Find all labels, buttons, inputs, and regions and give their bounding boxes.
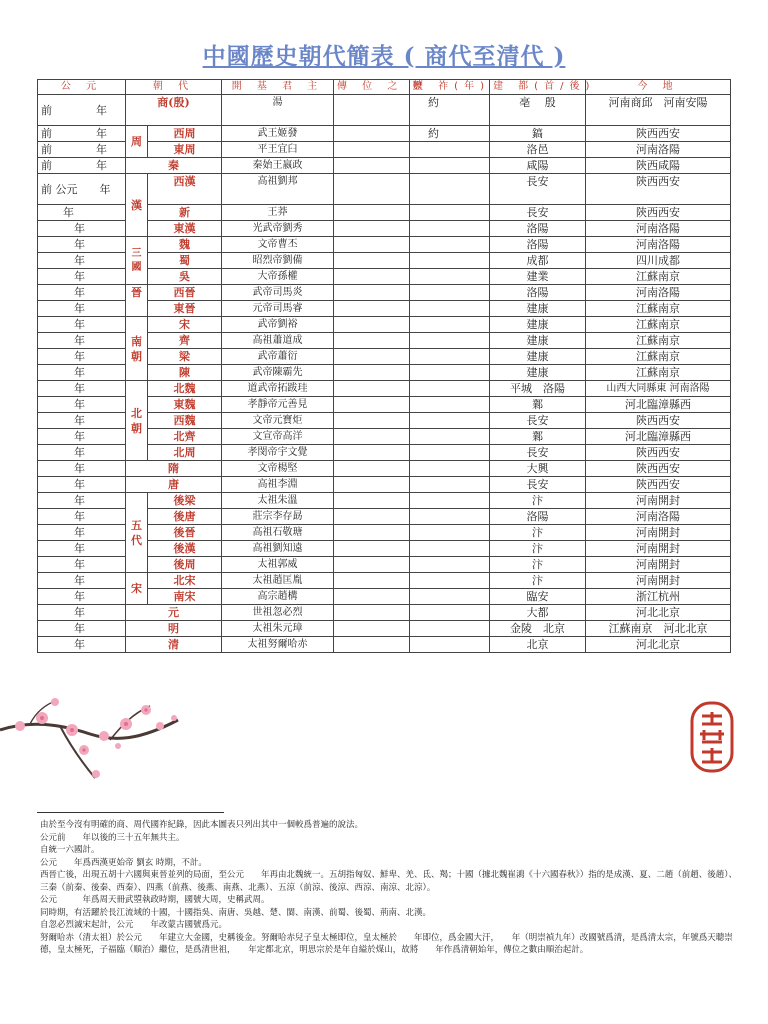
founder-cell: 高宗趙構 (222, 589, 334, 605)
founder-cell: 文帝曹丕 (222, 237, 334, 253)
capital-cell: 建康 (490, 349, 586, 365)
dynasty-cell: 東漢 (148, 221, 222, 237)
capital-cell: 洛陽 (490, 237, 586, 253)
capital-cell: 建康 (490, 333, 586, 349)
duration-cell (410, 493, 490, 509)
dynasty-cell: 宋 (148, 317, 222, 333)
table-row (38, 477, 731, 493)
capital-cell: 長安 (490, 477, 586, 493)
founder-cell: 平王宜臼 (222, 142, 334, 158)
dynasty-cell: 隋 (126, 461, 222, 477)
present-location-cell: 河南開封 (586, 541, 731, 557)
group-sanguo: 三國 (126, 237, 148, 285)
present-location-cell: 江蘇南京 河北北京 (586, 621, 731, 637)
founder-cell: 武王姬發 (222, 126, 334, 142)
group-nanchao: 南朝 (126, 317, 148, 381)
generations-cell (334, 349, 410, 365)
dynasty-cell: 後漢 (148, 541, 222, 557)
founder-cell: 太祖趙匡胤 (222, 573, 334, 589)
generations-cell (334, 589, 410, 605)
present-location-cell: 山西大同縣東 河南洛陽 (586, 381, 731, 397)
footnote: 公元前 年以後的三十五年無共主。 (40, 832, 185, 843)
duration-cell (410, 253, 490, 269)
duration-cell (410, 429, 490, 445)
present-location-cell: 河南洛陽 (586, 237, 731, 253)
header-generations: 傳 位 之 數 (334, 80, 410, 95)
present-location-cell: 江蘇南京 (586, 301, 731, 317)
page-title: 中國歷史朝代簡表 ( 商代至清代 ) (202, 43, 566, 70)
dynasty-cell: 陳 (148, 365, 222, 381)
year-cell: 年 (38, 493, 126, 509)
founder-cell: 太祖朱溫 (222, 493, 334, 509)
capital-cell: 汴 (490, 525, 586, 541)
duration-cell (410, 461, 490, 477)
present-location-cell: 浙江杭州 (586, 589, 731, 605)
generations-cell (334, 413, 410, 429)
founder-cell: 高祖石敬瑭 (222, 525, 334, 541)
footnote: 西晉亡後，出現五胡十六國與東晉並列的局面，至公元 年再由北魏統一。五胡指匈奴、鮮卑、羌、氐、羯；十國（據北魏崔鴻《十六國春秋》）指的是成漢、夏、二趙（前趙、後趙）、三秦（前秦、後秦、西秦）、四燕（前燕、後燕、南燕、北燕）、五涼（前涼、後涼、西涼、南涼、北涼）。 (40, 870, 738, 893)
group-song: 宋 (126, 573, 148, 605)
header-dynasty: 朝 代 (126, 80, 222, 95)
dynasty-cell: 新 (148, 205, 222, 221)
footnote: 同時期，有活躍於長江流域的十國，十國指吳、南唐、吳越、楚、閩、南漢、前蜀、後蜀、荊南、北漢。 (40, 907, 432, 918)
generations-cell (334, 126, 410, 142)
capital-cell: 建業 (490, 269, 586, 285)
present-location-cell: 江蘇南京 (586, 333, 731, 349)
generations-cell (334, 461, 410, 477)
present-location-cell: 河北北京 (586, 637, 731, 653)
table-row (38, 95, 731, 126)
year-cell: 年 (38, 365, 126, 381)
year-cell: 年 (38, 333, 126, 349)
present-location-cell: 河北臨漳縣西 (586, 429, 731, 445)
year-cell: 年 (38, 445, 126, 461)
header-founder: 開 基 君 主 (222, 80, 334, 95)
duration-cell (410, 333, 490, 349)
duration-cell: 約 (410, 126, 490, 142)
duration-cell (410, 589, 490, 605)
year-cell: 前 年 (38, 126, 126, 142)
capital-cell: 汴 (490, 541, 586, 557)
capital-cell: 建康 (490, 317, 586, 333)
capital-cell: 長安 (490, 205, 586, 221)
duration-cell (410, 365, 490, 381)
founder-cell: 高祖劉知遠 (222, 541, 334, 557)
table-row (38, 573, 731, 589)
footnote: 公元 年爲西漢更始帝 劉玄 時期，不計。 (40, 857, 207, 868)
table-row (38, 285, 731, 301)
year-cell: 年 (38, 381, 126, 397)
generations-cell (334, 621, 410, 637)
footnote: 由於至今沒有明確的商、周代國祚紀錄，因此本圖表只列出其中一個較爲普遍的說法。 (40, 820, 364, 830)
year-cell: 年 (38, 221, 126, 237)
header-present-location: 今 地 (586, 80, 731, 95)
dynasty-cell: 東晉 (148, 301, 222, 317)
table-header-row (38, 80, 731, 95)
present-location-cell: 河南開封 (586, 493, 731, 509)
table-row (38, 174, 731, 205)
year-cell: 年 (38, 637, 126, 653)
capital-cell: 大都 (490, 605, 586, 621)
capital-cell: 建康 (490, 365, 586, 381)
table-row (38, 493, 731, 509)
capital-cell: 亳 殷 (490, 95, 586, 126)
dynasty-cell: 吳 (148, 269, 222, 285)
year-cell: 年 (38, 253, 126, 269)
founder-cell: 世祖忽必烈 (222, 605, 334, 621)
generations-cell (334, 637, 410, 653)
dynasty-cell: 蜀 (148, 253, 222, 269)
capital-cell: 洛陽 (490, 285, 586, 301)
generations-cell (334, 158, 410, 174)
dynasty-cell: 清 (126, 637, 222, 653)
year-cell: 年 (38, 237, 126, 253)
founder-cell: 文帝楊堅 (222, 461, 334, 477)
capital-cell: 平城 洛陽 (490, 381, 586, 397)
duration-cell (410, 349, 490, 365)
year-cell: 年 (38, 301, 126, 317)
footnote: 自忽必烈滅宋起計，公元 年改蒙古國號爲元。 (40, 920, 228, 930)
generations-cell (334, 525, 410, 541)
present-location-cell: 河南商邱 河南安陽 (586, 95, 731, 126)
duration-cell (410, 285, 490, 301)
generations-cell (334, 541, 410, 557)
table-row (38, 317, 731, 333)
dynasty-cell: 東周 (148, 142, 222, 158)
duration-cell (410, 557, 490, 573)
dynasty-cell: 唐 (126, 477, 222, 493)
dynasty-cell: 元 (126, 605, 222, 621)
dynasty-cell: 魏 (148, 237, 222, 253)
duration-cell (410, 621, 490, 637)
present-location-cell: 江蘇南京 (586, 349, 731, 365)
capital-cell: 洛陽 (490, 221, 586, 237)
footnote: 公元 年爲周天冊武曌執政時期，國號大周，史稱武周。 (40, 895, 270, 905)
founder-cell: 文帝元寶炬 (222, 413, 334, 429)
duration-cell (410, 158, 490, 174)
dynasty-cell: 南宋 (148, 589, 222, 605)
header-year: 公 元 (38, 80, 126, 95)
present-location-cell: 四川成都 (586, 253, 731, 269)
founder-cell: 武帝劉裕 (222, 317, 334, 333)
duration-cell (410, 525, 490, 541)
capital-cell: 長安 (490, 445, 586, 461)
present-location-cell: 河南開封 (586, 525, 731, 541)
generations-cell (334, 142, 410, 158)
dynasty-cell: 北齊 (148, 429, 222, 445)
duration-cell (410, 205, 490, 221)
generations-cell (334, 381, 410, 397)
generations-cell (334, 253, 410, 269)
generations-cell (334, 605, 410, 621)
founder-cell: 秦始王嬴政 (222, 158, 334, 174)
dynasty-cell: 北周 (148, 445, 222, 461)
header-duration: 歷 祚(年) (410, 80, 490, 95)
dynasty-table (37, 79, 731, 653)
duration-cell (410, 269, 490, 285)
duration-cell (410, 477, 490, 493)
dynasty-cell: 西魏 (148, 413, 222, 429)
present-location-cell: 江蘇南京 (586, 269, 731, 285)
capital-cell: 長安 (490, 174, 586, 205)
present-location-cell: 江蘇南京 (586, 365, 731, 381)
duration-cell (410, 509, 490, 525)
present-location-cell: 河南洛陽 (586, 142, 731, 158)
capital-cell: 北京 (490, 637, 586, 653)
generations-cell (334, 477, 410, 493)
year-cell: 年 (38, 285, 126, 301)
present-location-cell: 江蘇南京 (586, 317, 731, 333)
year-cell: 年 (38, 461, 126, 477)
dynasty-cell: 後唐 (148, 509, 222, 525)
generations-cell (334, 333, 410, 349)
table-row (38, 461, 731, 477)
duration-cell (410, 381, 490, 397)
generations-cell (334, 285, 410, 301)
founder-cell: 武帝蕭衍 (222, 349, 334, 365)
dynasty-cell: 秦 (126, 158, 222, 174)
group-zhou: 周 (126, 126, 148, 158)
dynasty-cell: 齊 (148, 333, 222, 349)
year-cell: 年 (38, 557, 126, 573)
generations-cell (334, 237, 410, 253)
duration-cell (410, 605, 490, 621)
table-row (38, 158, 731, 174)
capital-cell: 金陵 北京 (490, 621, 586, 637)
present-location-cell: 陝西西安 (586, 126, 731, 142)
year-cell: 年 (38, 573, 126, 589)
founder-cell: 王莽 (222, 205, 334, 221)
present-location-cell: 陝西西安 (586, 174, 731, 205)
founder-cell: 太祖努爾哈赤 (222, 637, 334, 653)
table-row (38, 605, 731, 621)
dynasty-cell: 東魏 (148, 397, 222, 413)
generations-cell (334, 557, 410, 573)
present-location-cell: 陝西西安 (586, 445, 731, 461)
generations-cell (334, 221, 410, 237)
capital-cell: 汴 (490, 493, 586, 509)
group-han: 漢 (126, 174, 148, 237)
founder-cell: 孝靜帝元善見 (222, 397, 334, 413)
year-cell: 年 (38, 589, 126, 605)
generations-cell (334, 174, 410, 205)
founder-cell: 太祖郭威 (222, 557, 334, 573)
capital-cell: 建康 (490, 301, 586, 317)
year-cell: 年 (38, 525, 126, 541)
founder-cell: 元帝司馬睿 (222, 301, 334, 317)
table-row (38, 637, 731, 653)
generations-cell (334, 205, 410, 221)
dynasty-cell: 後晉 (148, 525, 222, 541)
duration-cell (410, 221, 490, 237)
dynasty-cell: 北宋 (148, 573, 222, 589)
year-cell: 年 (38, 605, 126, 621)
duration-cell (410, 174, 490, 205)
dynasty-cell: 梁 (148, 349, 222, 365)
year-cell: 前 公元 年 (38, 174, 126, 205)
dynasty-cell: 北魏 (148, 381, 222, 397)
duration-cell (410, 573, 490, 589)
founder-cell: 道武帝拓跋珪 (222, 381, 334, 397)
capital-cell: 汴 (490, 557, 586, 573)
capital-cell: 大興 (490, 461, 586, 477)
duration-cell (410, 237, 490, 253)
duration-cell (410, 413, 490, 429)
red-seal-stamp (688, 700, 736, 774)
dynasty-cell: 明 (126, 621, 222, 637)
footnote-divider (37, 812, 224, 813)
present-location-cell: 陝西西安 (586, 413, 731, 429)
present-location-cell: 陝西西安 (586, 205, 731, 221)
year-cell: 年 (38, 477, 126, 493)
generations-cell (334, 493, 410, 509)
capital-cell: 長安 (490, 413, 586, 429)
duration-cell (410, 541, 490, 557)
year-cell: 年 (38, 541, 126, 557)
footnotes (40, 819, 740, 957)
capital-cell: 成都 (490, 253, 586, 269)
year-cell: 年 (38, 349, 126, 365)
generations-cell (334, 301, 410, 317)
present-location-cell: 陝西咸陽 (586, 158, 731, 174)
founder-cell: 光武帝劉秀 (222, 221, 334, 237)
year-cell: 年 (38, 413, 126, 429)
year-cell: 年 (38, 317, 126, 333)
founder-cell: 孝閔帝宇文覺 (222, 445, 334, 461)
table-row (38, 381, 731, 397)
header-capital: 建 都(首/後) (490, 80, 586, 95)
capital-cell: 鄴 (490, 397, 586, 413)
present-location-cell: 河南洛陽 (586, 285, 731, 301)
group-jin: 晉 (126, 285, 148, 317)
duration-cell (410, 397, 490, 413)
founder-cell: 太祖朱元璋 (222, 621, 334, 637)
present-location-cell: 陝西西安 (586, 477, 731, 493)
founder-cell: 高祖劉邦 (222, 174, 334, 205)
duration-cell (410, 317, 490, 333)
capital-cell: 汴 (490, 573, 586, 589)
duration-cell (410, 142, 490, 158)
table-row (38, 126, 731, 142)
year-cell: 前 年 (38, 158, 126, 174)
generations-cell (334, 269, 410, 285)
founder-cell: 高祖李淵 (222, 477, 334, 493)
year-cell: 年 (38, 429, 126, 445)
founder-cell: 文宣帝高洋 (222, 429, 334, 445)
capital-cell: 鎬 (490, 126, 586, 142)
footnote: 自統一六國計。 (40, 845, 100, 855)
generations-cell (334, 365, 410, 381)
group-wudai: 五代 (126, 493, 148, 573)
plum-blossom-branch-image (0, 690, 180, 785)
duration-cell: 約 (410, 95, 490, 126)
present-location-cell: 河南洛陽 (586, 509, 731, 525)
duration-cell (410, 637, 490, 653)
dynasty-cell: 西周 (148, 126, 222, 142)
founder-cell: 大帝孫權 (222, 269, 334, 285)
dynasty-cell: 商(殷) (126, 95, 222, 126)
year-cell: 年 (38, 509, 126, 525)
capital-cell: 鄴 (490, 429, 586, 445)
founder-cell: 湯 (222, 95, 334, 126)
founder-cell: 武帝陳霸先 (222, 365, 334, 381)
generations-cell (334, 317, 410, 333)
present-location-cell: 河北北京 (586, 605, 731, 621)
present-location-cell: 河南開封 (586, 557, 731, 573)
year-cell: 前 年 (38, 95, 126, 126)
founder-cell: 莊宗李存勗 (222, 509, 334, 525)
generations-cell (334, 95, 410, 126)
year-cell: 年 (38, 397, 126, 413)
present-location-cell: 河北臨漳縣西 (586, 397, 731, 413)
present-location-cell: 河南開封 (586, 573, 731, 589)
generations-cell (334, 445, 410, 461)
duration-cell (410, 301, 490, 317)
group-beichao: 北朝 (126, 381, 148, 461)
founder-cell: 武帝司馬炎 (222, 285, 334, 301)
year-cell: 年 (38, 205, 126, 221)
generations-cell (334, 509, 410, 525)
founder-cell: 昭烈帝劉備 (222, 253, 334, 269)
dynasty-cell: 西漢 (148, 174, 222, 205)
capital-cell: 洛陽 (490, 509, 586, 525)
generations-cell (334, 429, 410, 445)
footnote: 努爾哈赤（清太祖）於公元 年建立大金國，史稱後金。努爾哈赤兒子皇太極即位，皇太極於 年即位，爲金國大汗， 年（明崇禎九年）改國號爲清，是爲清太宗，年號爲天聰崇德，皇太極死，子福臨（順治）繼位，是爲清世祖， 年定都北京，明思宗於是年自縊於煤山，故將 年作爲清朝始年，傳位之數由順治起計。 (40, 932, 733, 955)
dynasty-cell: 後周 (148, 557, 222, 573)
generations-cell (334, 573, 410, 589)
present-location-cell: 陝西西安 (586, 461, 731, 477)
capital-cell: 臨安 (490, 589, 586, 605)
capital-cell: 咸陽 (490, 158, 586, 174)
year-cell: 前 年 (38, 142, 126, 158)
generations-cell (334, 397, 410, 413)
dynasty-cell: 西晉 (148, 285, 222, 301)
table-row (38, 237, 731, 253)
duration-cell (410, 445, 490, 461)
present-location-cell: 河南洛陽 (586, 221, 731, 237)
year-cell: 年 (38, 621, 126, 637)
year-cell: 年 (38, 269, 126, 285)
capital-cell: 洛邑 (490, 142, 586, 158)
dynasty-cell: 後梁 (148, 493, 222, 509)
table-row (38, 621, 731, 637)
founder-cell: 高祖蕭道成 (222, 333, 334, 349)
